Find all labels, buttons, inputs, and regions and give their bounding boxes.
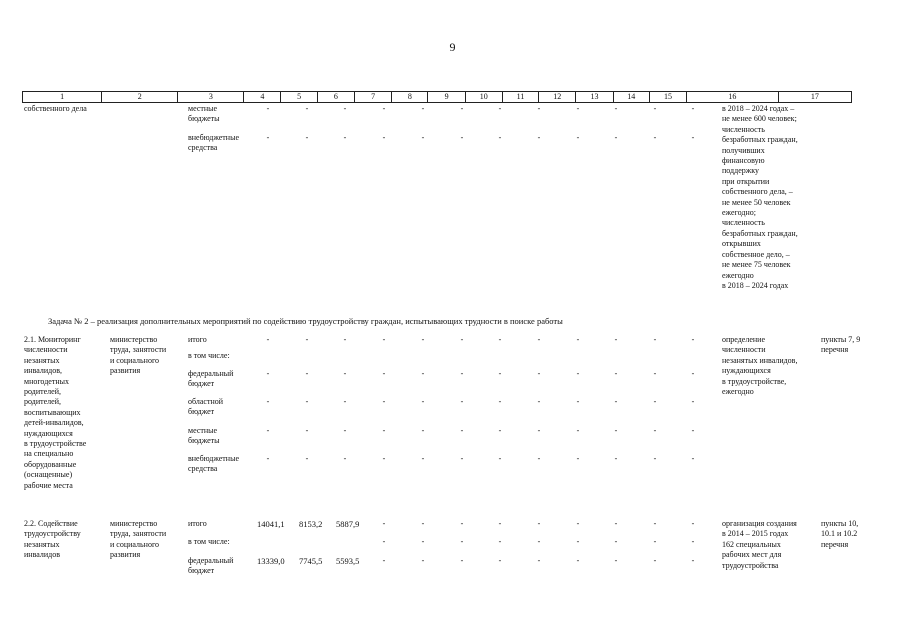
- empty-value-dash: -: [537, 397, 541, 406]
- funding-source: в том числе:: [188, 351, 230, 360]
- program-points: пункты 10, 10.1 и 10.2 перечня: [821, 519, 859, 549]
- value-col-5: 8153,2: [299, 519, 323, 529]
- column-header-9: 9: [428, 92, 465, 102]
- empty-value-dash: -: [305, 397, 309, 406]
- empty-value-dash: -: [343, 454, 347, 463]
- column-header-17: 17: [810, 92, 819, 101]
- empty-value-dash: -: [614, 335, 618, 344]
- empty-value-dash: -: [421, 454, 425, 463]
- empty-value-dash: -: [498, 519, 502, 528]
- empty-value-dash: -: [653, 397, 657, 406]
- empty-value-dash: -: [460, 335, 464, 344]
- empty-value-dash: -: [653, 104, 657, 113]
- column-header-16: 16: [687, 92, 779, 102]
- column-header-3: 3: [178, 92, 244, 102]
- empty-value-dash: -: [382, 537, 386, 546]
- column-header-15: 15: [650, 92, 687, 102]
- empty-value-dash: -: [266, 426, 270, 435]
- empty-value-dash: -: [498, 133, 502, 142]
- empty-value-dash: -: [305, 133, 309, 142]
- value-col-6: 5593,5: [336, 556, 360, 566]
- row-measure-name: собственного дела: [24, 104, 87, 113]
- empty-value-dash: -: [653, 556, 657, 565]
- empty-value-dash: -: [498, 369, 502, 378]
- empty-value-dash: -: [305, 104, 309, 113]
- funding-source: федеральный бюджет: [188, 369, 234, 389]
- empty-value-dash: -: [691, 369, 695, 378]
- program-points: пункты 7, 9 перечня: [821, 335, 861, 355]
- empty-value-dash: -: [343, 397, 347, 406]
- empty-value-dash: -: [537, 556, 541, 565]
- empty-value-dash: -: [614, 556, 618, 565]
- empty-value-dash: -: [653, 369, 657, 378]
- empty-value-dash: -: [614, 104, 618, 113]
- empty-value-dash: -: [460, 133, 464, 142]
- empty-value-dash: -: [653, 454, 657, 463]
- empty-value-dash: -: [266, 454, 270, 463]
- empty-value-dash: -: [498, 104, 502, 113]
- empty-value-dash: -: [576, 335, 580, 344]
- value-col-4: 14041,1: [257, 519, 285, 529]
- empty-value-dash: -: [498, 426, 502, 435]
- empty-value-dash: -: [382, 335, 386, 344]
- column-header-13: 13: [576, 92, 613, 102]
- empty-value-dash: -: [576, 133, 580, 142]
- value-col-4: 13339,0: [257, 556, 285, 566]
- empty-value-dash: -: [653, 519, 657, 528]
- measure-2-1-name: 2.1. Мониторинг численности незанятых инвалидов, многодетных родителей, родителей, воспитывающих детей-инвалидов, нуждающихся в трудоустройстве на специально оборудованные (оснащенные) рабочие места: [24, 335, 87, 490]
- empty-value-dash: -: [537, 519, 541, 528]
- column-header-2: 2: [102, 92, 178, 102]
- empty-value-dash: -: [537, 335, 541, 344]
- measure-2-2-name: 2.2. Содействие трудоустройству незанятых инвалидов: [24, 519, 81, 560]
- empty-value-dash: -: [614, 397, 618, 406]
- empty-value-dash: -: [691, 426, 695, 435]
- page-number: 9: [449, 40, 456, 54]
- empty-value-dash: -: [305, 454, 309, 463]
- empty-value-dash: -: [305, 369, 309, 378]
- empty-value-dash: -: [266, 133, 270, 142]
- column-header-7: 7: [355, 92, 392, 102]
- empty-value-dash: -: [421, 426, 425, 435]
- empty-value-dash: -: [421, 133, 425, 142]
- empty-value-dash: -: [498, 335, 502, 344]
- empty-value-dash: -: [537, 426, 541, 435]
- empty-value-dash: -: [460, 426, 464, 435]
- empty-value-dash: -: [653, 537, 657, 546]
- empty-value-dash: -: [460, 556, 464, 565]
- empty-value-dash: -: [382, 133, 386, 142]
- empty-value-dash: -: [691, 133, 695, 142]
- empty-value-dash: -: [266, 369, 270, 378]
- empty-value-dash: -: [460, 519, 464, 528]
- empty-value-dash: -: [576, 537, 580, 546]
- funding-source: итого: [188, 519, 207, 528]
- empty-value-dash: -: [614, 454, 618, 463]
- empty-value-dash: -: [305, 426, 309, 435]
- empty-value-dash: -: [537, 133, 541, 142]
- empty-value-dash: -: [691, 454, 695, 463]
- value-col-5: 7745,5: [299, 556, 323, 566]
- empty-value-dash: -: [266, 104, 270, 113]
- empty-value-dash: -: [421, 397, 425, 406]
- funding-source: итого: [188, 335, 207, 344]
- funding-source: федеральный бюджет: [188, 556, 234, 576]
- empty-value-dash: -: [691, 397, 695, 406]
- empty-value-dash: -: [382, 369, 386, 378]
- column-header-5: 5: [281, 92, 317, 102]
- empty-value-dash: -: [614, 133, 618, 142]
- empty-value-dash: -: [691, 104, 695, 113]
- empty-value-dash: -: [382, 397, 386, 406]
- empty-value-dash: -: [421, 104, 425, 113]
- empty-value-dash: -: [498, 556, 502, 565]
- empty-value-dash: -: [498, 454, 502, 463]
- column-header-11: 11: [503, 92, 539, 102]
- table-header-row: [22, 91, 852, 103]
- empty-value-dash: -: [537, 369, 541, 378]
- column-header-4: 4: [244, 92, 281, 102]
- empty-value-dash: -: [460, 454, 464, 463]
- empty-value-dash: -: [305, 335, 309, 344]
- empty-value-dash: -: [343, 104, 347, 113]
- empty-value-dash: -: [421, 519, 425, 528]
- column-header-12: 12: [539, 92, 576, 102]
- empty-value-dash: -: [421, 556, 425, 565]
- responsible-executor: министерство труда, занятости и социального развития: [110, 519, 167, 560]
- empty-value-dash: -: [691, 556, 695, 565]
- empty-value-dash: -: [614, 519, 618, 528]
- empty-value-dash: -: [576, 397, 580, 406]
- funding-source: внебюджетные средства: [188, 133, 239, 153]
- empty-value-dash: -: [382, 519, 386, 528]
- empty-value-dash: -: [498, 397, 502, 406]
- empty-value-dash: -: [576, 104, 580, 113]
- value-col-6: 5887,9: [336, 519, 360, 529]
- funding-source: местные бюджеты: [188, 104, 220, 124]
- empty-value-dash: -: [343, 369, 347, 378]
- empty-value-dash: -: [653, 335, 657, 344]
- responsible-executor: министерство труда, занятости и социального развития: [110, 335, 167, 376]
- empty-value-dash: -: [614, 369, 618, 378]
- empty-value-dash: -: [460, 104, 464, 113]
- empty-value-dash: -: [498, 537, 502, 546]
- task-2-heading: Задача № 2 – реализация дополнительных мероприятий по содействию трудоустройству граждан, испытывающих трудности в поиске работы: [48, 316, 563, 326]
- column-header-14: 14: [614, 92, 650, 102]
- empty-value-dash: -: [382, 556, 386, 565]
- empty-value-dash: -: [460, 537, 464, 546]
- empty-value-dash: -: [537, 537, 541, 546]
- empty-value-dash: -: [576, 369, 580, 378]
- empty-value-dash: -: [382, 454, 386, 463]
- empty-value-dash: -: [343, 335, 347, 344]
- funding-source: внебюджетные средства: [188, 454, 239, 474]
- empty-value-dash: -: [653, 133, 657, 142]
- empty-value-dash: -: [576, 454, 580, 463]
- funding-source: в том числе:: [188, 537, 230, 546]
- funding-source: местные бюджеты: [188, 426, 220, 446]
- empty-value-dash: -: [266, 397, 270, 406]
- empty-value-dash: -: [614, 537, 618, 546]
- expected-result: определение численности незанятых инвалидов, нуждающихся в трудоустройстве, ежегодно: [722, 335, 798, 397]
- empty-value-dash: -: [421, 335, 425, 344]
- empty-value-dash: -: [421, 537, 425, 546]
- empty-value-dash: -: [537, 104, 541, 113]
- empty-value-dash: -: [653, 426, 657, 435]
- empty-value-dash: -: [382, 426, 386, 435]
- empty-value-dash: -: [460, 397, 464, 406]
- column-header-1: 1: [23, 92, 102, 102]
- empty-value-dash: -: [382, 104, 386, 113]
- empty-value-dash: -: [614, 426, 618, 435]
- empty-value-dash: -: [691, 537, 695, 546]
- column-header-6: 6: [318, 92, 355, 102]
- column-header-10: 10: [466, 92, 503, 102]
- empty-value-dash: -: [460, 369, 464, 378]
- empty-value-dash: -: [576, 556, 580, 565]
- empty-value-dash: -: [576, 519, 580, 528]
- empty-value-dash: -: [691, 519, 695, 528]
- expected-result: в 2018 – 2024 годах – не менее 600 человек; численность безработных граждан, получивших финансовую поддержку при открытии собственного дела, – не менее 50 человек ежегодно; численность безработных граждан, открывших собственное дело, – не менее 75 человек ежегодно в 2018 – 2024 годах: [722, 104, 798, 290]
- empty-value-dash: -: [421, 369, 425, 378]
- empty-value-dash: -: [343, 133, 347, 142]
- funding-source: областной бюджет: [188, 397, 224, 417]
- empty-value-dash: -: [537, 454, 541, 463]
- empty-value-dash: -: [576, 426, 580, 435]
- empty-value-dash: -: [691, 335, 695, 344]
- expected-result: организация создания в 2014 – 2015 годах 162 специальных рабочих мест для трудоустройства: [722, 519, 797, 570]
- empty-value-dash: -: [266, 335, 270, 344]
- empty-value-dash: -: [343, 426, 347, 435]
- column-header-8: 8: [392, 92, 428, 102]
